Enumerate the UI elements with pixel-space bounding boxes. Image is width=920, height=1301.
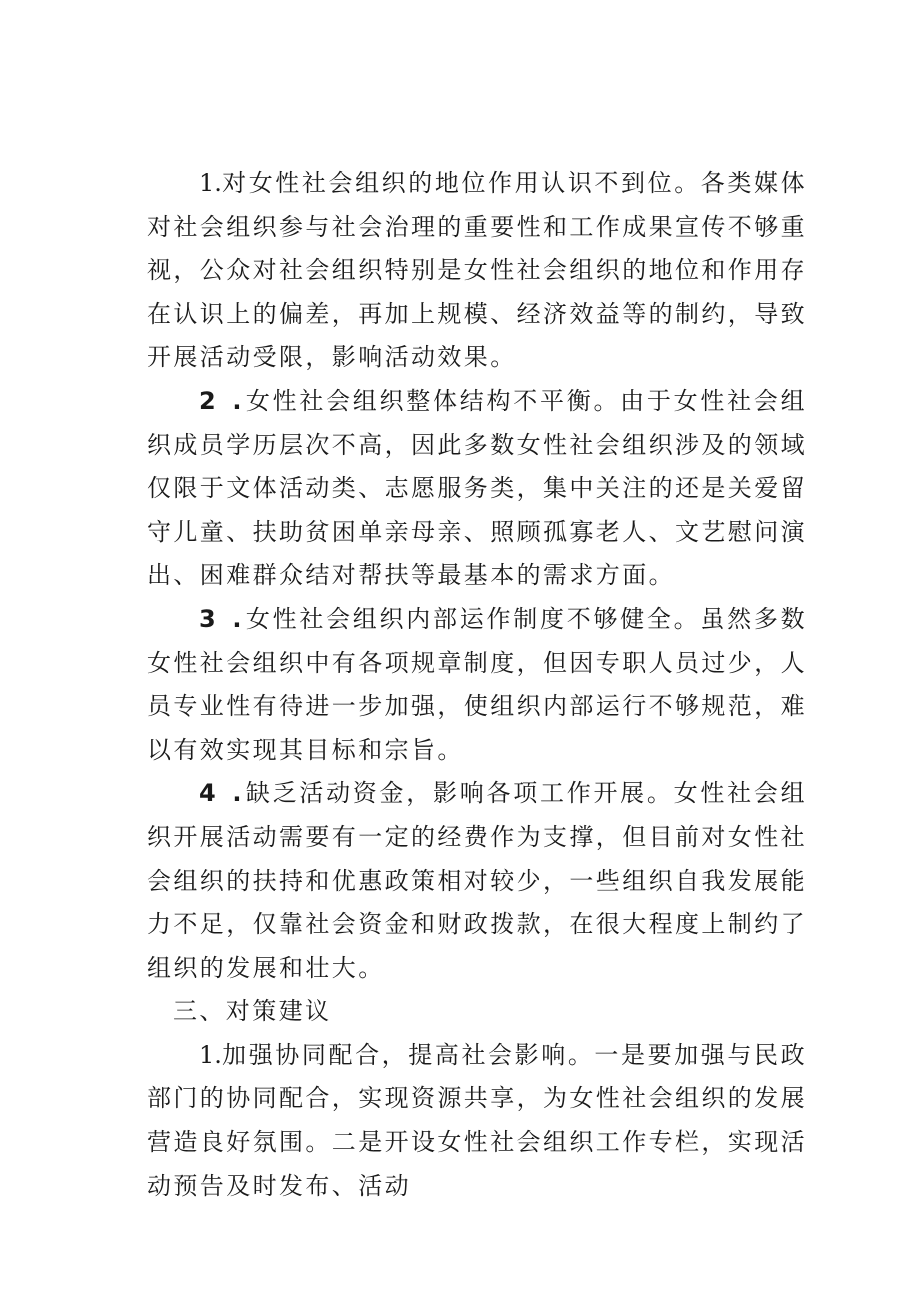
paragraph-number: 1. bbox=[199, 1040, 222, 1069]
paragraph-text: 缺乏活动资金，影响各项工作开展。女性社会组织开展活动需要有一定的经费作为支撑，但目前对女性社会组织的扶持和优惠政策相对较少，一些组织自我发展能力不足，仅靠社会资金和财政拨款，在很大程度上制约了组织的发展和壮大。 bbox=[147, 779, 807, 982]
paragraph-text: 女性社会组织整体结构不平衡。由于女性社会组织成员学历层次不高，因此多数女性社会组织涉及的领域仅限于文体活动类、志愿服务类，集中关注的还是关爱留守儿童、扶助贫困单亲母亲、照顾孤寡老人、文艺慰问演出、困难群众结对帮扶等最基本的需求方面。 bbox=[147, 386, 807, 590]
paragraph-number: 3 . bbox=[199, 604, 246, 633]
paragraph-number: 2 . bbox=[199, 386, 246, 415]
paragraph-text: 女性社会组织内部运作制度不够健全。虽然多数女性社会组织中有各项规章制度，但因专职人员过少，人员专业性有待进一步加强，使组织内部运行不够规范，难以有效实现其目标和宗旨。 bbox=[147, 604, 807, 764]
paragraph-5 bbox=[147, 1034, 807, 1208]
paragraph-text: 加强协同配合，提高社会影响。一是要加强与民政部门的协同配合，实现资源共享，为女性社会组织的发展营造良好氛围。二是开设女性社会组织工作专栏，实现活动预告及时发布、活动 bbox=[147, 1040, 807, 1200]
document-body bbox=[147, 162, 807, 1208]
paragraph-3 bbox=[147, 598, 807, 772]
paragraph-1 bbox=[147, 162, 807, 380]
paragraph-4 bbox=[147, 772, 807, 990]
paragraph-number: 4 . bbox=[199, 779, 246, 808]
paragraph-number: 1. bbox=[199, 169, 222, 197]
paragraph-text: 对女性社会组织的地位作用认识不到位。各类媒体对社会组织参与社会治理的重要性和工作成果宣传不够重视，公众对社会组织特别是女性社会组织的地位和作用存在认识上的偏差，再加上规模、经济效益等的制约，导致开展活动受限，影响活动效果。 bbox=[147, 169, 807, 372]
paragraph-2 bbox=[147, 380, 807, 598]
section-heading: 三、对策建议 bbox=[173, 997, 332, 1026]
